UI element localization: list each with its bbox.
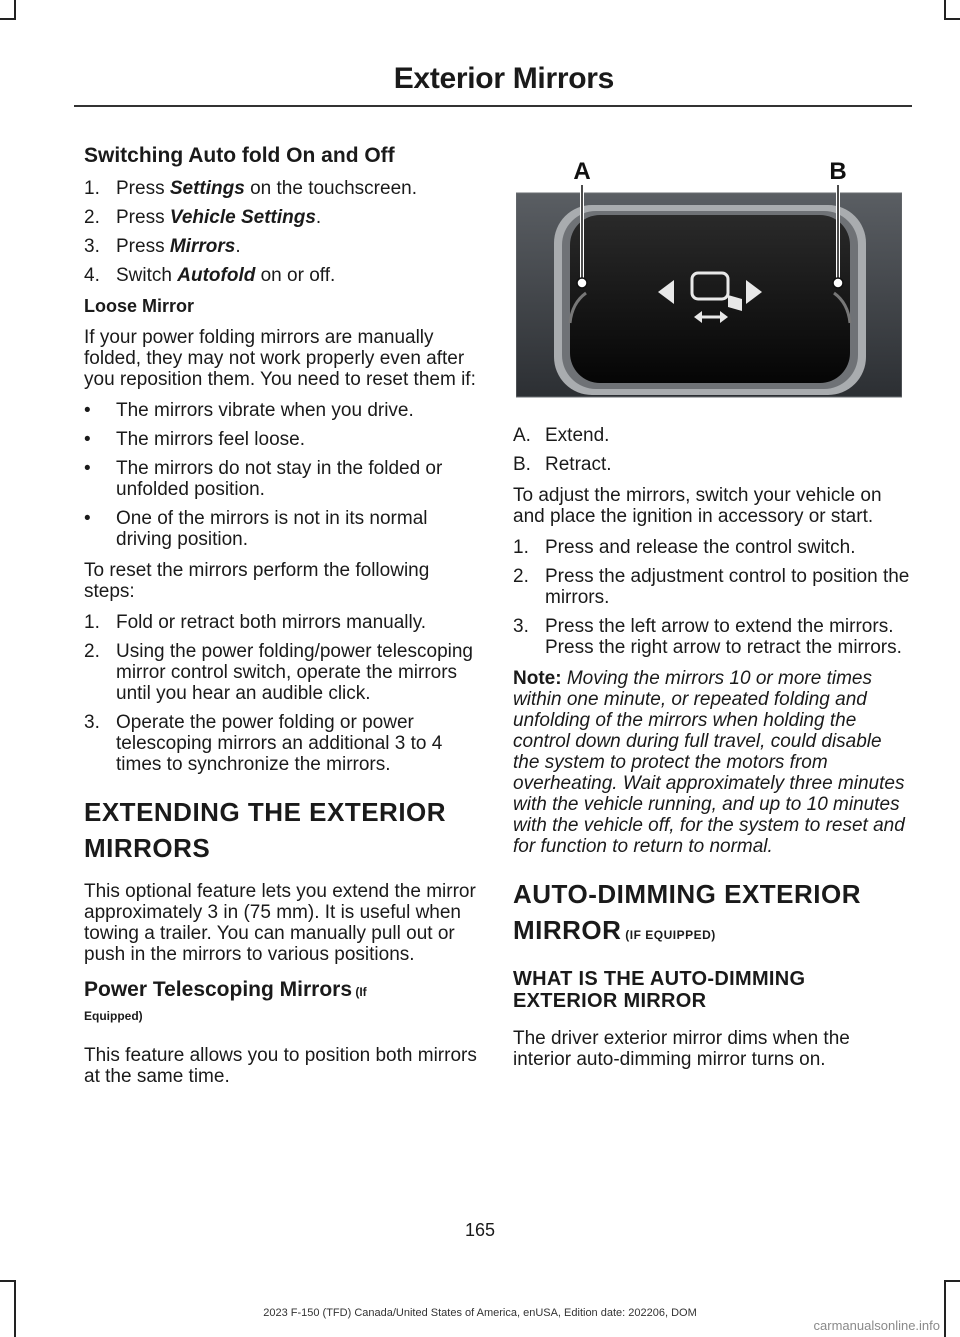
list-item: 3. Operate the power folding or power telescoping mirrors an additional 3 to 4 times to synchronize the mirrors. bbox=[84, 712, 443, 775]
loose-mirror-intro: If your power folding mirrors are manually folded, they may not work properly even after you reposition them. You need to reset them if: bbox=[84, 327, 476, 390]
list-item: A. Extend. bbox=[513, 425, 610, 446]
crop-mark bbox=[944, 0, 946, 20]
callout-b-label: B bbox=[829, 158, 847, 185]
loose-mirror-bullets bbox=[84, 400, 484, 550]
edition-footer: 2023 F-150 (TFD) Canada/United States of America, enUSA, Edition date: 202206, DOM bbox=[263, 1307, 697, 1319]
list-item: 2. Press Vehicle Settings. bbox=[84, 207, 322, 228]
header-divider bbox=[74, 105, 912, 107]
callout-a-label: A bbox=[573, 158, 591, 185]
list-item: 3. Press Mirrors. bbox=[84, 236, 241, 257]
right-column bbox=[513, 425, 913, 1080]
autofold-steps bbox=[84, 178, 484, 286]
telescoping-heading: Power Telescoping Mirrors (If Equipped) bbox=[84, 978, 367, 1023]
left-column bbox=[84, 145, 484, 1097]
loose-mirror-heading: Loose Mirror bbox=[84, 296, 195, 316]
crop-mark bbox=[944, 18, 960, 20]
list-item: 2. Press the adjustment control to position the mirrors. bbox=[513, 566, 910, 608]
crop-mark bbox=[14, 0, 16, 20]
list-item: • The mirrors feel loose. bbox=[84, 429, 306, 450]
page-title: Exterior Mirrors bbox=[393, 62, 614, 95]
list-item: 3. Press the left arrow to extend the mirrors. Press the right arrow to retract the mirrors. bbox=[513, 616, 902, 658]
mirror-control-switch-illustration bbox=[516, 145, 902, 410]
crop-mark bbox=[0, 18, 16, 20]
note-paragraph: Note: Moving the mirrors 10 or more times within one minute, or repeated folding and unfolding of the mirrors when holding the control down during full travel, could disable the system to protect the motors from overheating. Wait approximately three minutes with the vehicle running, and up to 10 minutes with the vehicle off, for the system to reset and for function to return to normal. bbox=[513, 668, 905, 857]
page-number: 165 bbox=[464, 1220, 496, 1240]
list-item: 4. Switch Autofold on or off. bbox=[84, 265, 336, 286]
list-item: • The mirrors do not stay in the folded or unfolded position. bbox=[84, 458, 443, 500]
what-is-heading: WHAT IS THE AUTO-DIMMING EXTERIOR MIRROR bbox=[513, 968, 806, 1012]
watermark: carmanualsonline.info bbox=[813, 1318, 940, 1333]
list-item: 1. Fold or retract both mirrors manually. bbox=[84, 612, 427, 633]
list-item: B. Retract. bbox=[513, 454, 612, 475]
extending-heading: EXTENDING THE EXTERIOR MIRRORS bbox=[84, 797, 447, 863]
list-item: • One of the mirrors is not in its normal driving position. bbox=[84, 508, 428, 550]
telescoping-text: This feature allows you to position both mirrors at the same time. bbox=[84, 1045, 477, 1087]
crop-mark bbox=[944, 1280, 960, 1282]
list-item: 1. Press and release the control switch. bbox=[513, 537, 856, 558]
reset-steps bbox=[84, 612, 484, 775]
adjust-intro: To adjust the mirrors, switch your vehicle on and place the ignition in accessory or start. bbox=[513, 485, 882, 527]
adjust-steps bbox=[513, 537, 913, 658]
list-item: 2. Using the power folding/power telescoping mirror control switch, operate the mirrors until you hear an audible click. bbox=[84, 641, 473, 704]
extending-text: This optional feature lets you extend the mirror approximately 3 in (75 mm). It is useful when towing a trailer. You can manually pull out or push in the mirrors to various positions. bbox=[84, 881, 476, 965]
what-is-text: The driver exterior mirror dims when the interior auto-dimming mirror turns on. bbox=[513, 1028, 850, 1070]
auto-dimming-heading: AUTO-DIMMING EXTERIOR MIRROR (IF EQUIPPED) bbox=[513, 879, 862, 945]
list-item: • The mirrors vibrate when you drive. bbox=[84, 400, 414, 421]
figure-legend bbox=[513, 425, 913, 475]
reset-intro: To reset the mirrors perform the following steps: bbox=[84, 560, 430, 602]
crop-mark bbox=[0, 1280, 16, 1282]
autofold-heading: Switching Auto fold On and Off bbox=[84, 144, 395, 167]
list-item: 1. Press Settings on the touchscreen. bbox=[84, 178, 417, 199]
